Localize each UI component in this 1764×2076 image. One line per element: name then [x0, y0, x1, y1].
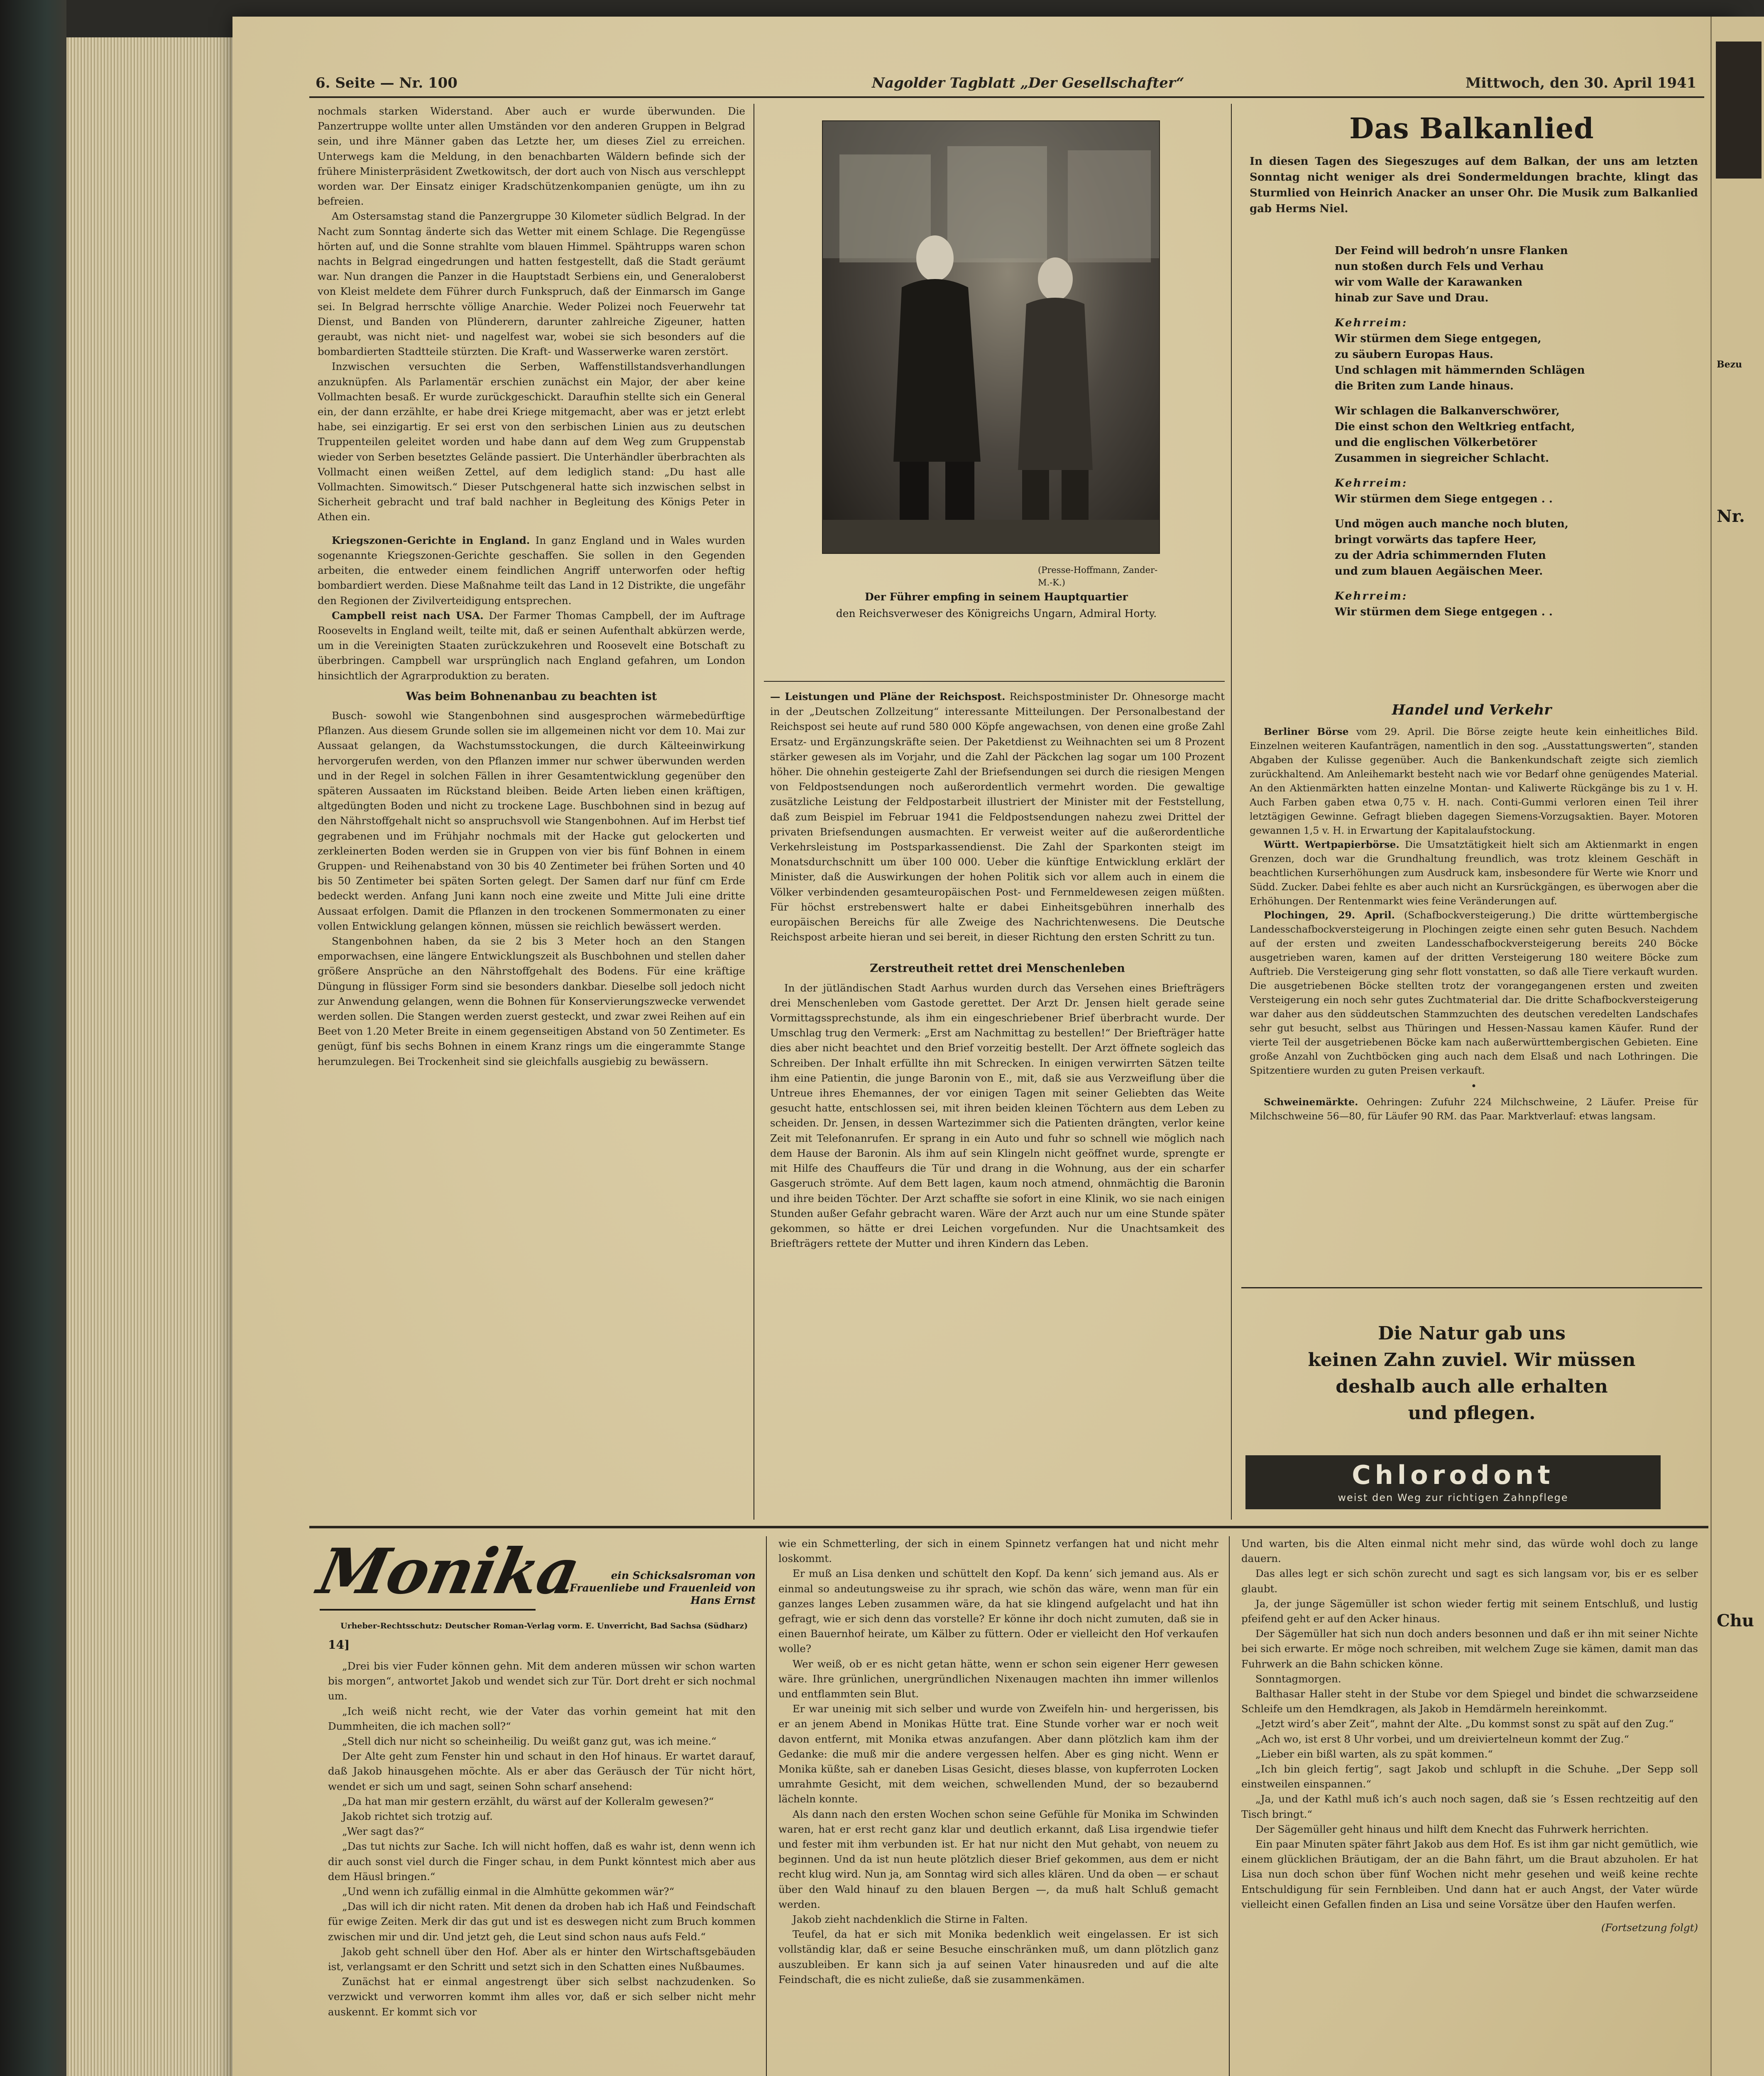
adjacent-fragment-3: Chu	[1717, 1611, 1754, 1630]
brand-name: Chlorodont	[1352, 1460, 1554, 1490]
chlorodont-ad-copy	[1245, 1320, 1698, 1427]
poem-line: Und mögen auch manche noch bluten,	[1335, 518, 1568, 530]
novel-paragraph: Ja, der junge Sägemüller ist schon wieder fertig mit seinem Entschluß, und lustig pfeifend geht er auf den Acker hinaus.	[1241, 1597, 1698, 1625]
novel-paragraph: Der Sägemüller geht hinaus und hilft dem Knecht das Fuhrwerk herrichten.	[1255, 1823, 1649, 1835]
poem-line: bringt vorwärts das tapfere Heer,	[1335, 534, 1536, 546]
page-stack-edge	[66, 37, 241, 2076]
article-paragraph: nochmals starken Widerstand. Aber auch er wurde überwunden. Die Panzertruppe wollte unter allen Umständen vor den anderen Gruppen in Belgrad sein, und ihre Männer gaben das Letzte her, um dieses Ziel zu erreichen. Unterwegs kam die Meldung, in den benachbarten Wäldern befinde sich der frühere Ministerpräsident Zwetkowitsch, der dort auch von Nisch aus verschleppt worden war. Der Einsatz einiger Kradschützenkompanien genügte, um ihn zu befreien.	[318, 105, 745, 208]
novel-title: Monika	[312, 1535, 585, 1608]
novel-copyright: Urheber-Rechtsschutz: Deutscher Roman-Verlag vorm. E. Unverricht, Bad Sachsa (Südharz)	[340, 1621, 748, 1630]
novel-column-2	[778, 1536, 1218, 2076]
poem-line: zu säubern Europas Haus.	[1335, 348, 1493, 361]
poem-line: und die englischen Völkerbetörer	[1335, 436, 1537, 449]
photo-caption-line2: den Reichsverweser des Königreichs Ungarn, Admiral Horty.	[836, 607, 1157, 619]
novel-paragraph: Und warten, bis die Alten einmal nicht mehr sind, das würde wohl doch zu lange dauern.	[1241, 1537, 1698, 1565]
adjacent-page	[1710, 17, 1764, 2076]
news-headline: Plochingen, 29. April.	[1264, 909, 1395, 921]
poem-stanza-1	[1335, 243, 1692, 306]
novel-paragraph: „Drei bis vier Fuder können gehn. Mit dem anderen müssen wir schon warten bis morgen“, antwortet Jakob und wendet sich zur Tür. Dort dreht er sich nochmal um.	[328, 1660, 756, 1702]
news-text: Der Farmer Thomas Campbell, der im Auftrage Roosevelts in England weilt, teilte mit, daß er seinen Aufenthalt abkürzen werde, um in die Vereinigten Staaten zurückzukehren und Roosevelt eine Botschaft zu überbringen. Campbell war ursprünglich nach England gefahren, um London hinsichtlich der Agrarproduktion zu beraten.	[318, 609, 745, 682]
poem-line: zu der Adria schimmernden Fluten	[1335, 549, 1546, 562]
novel-continued: (Fortsetzung folgt)	[1601, 1922, 1698, 1934]
novel-paragraph: Jakob geht schnell über den Hof. Aber als er hinter den Wirtschaftsgebäuden ist, verlangsamt er den Schritt und setzt sich in den Schatten eines Nußbaumes.	[328, 1945, 756, 1973]
news-headline: Kriegszonen-Gerichte in England.	[332, 534, 530, 546]
novel-paragraph: wie ein Schmetterling, der sich in einem Spinnetz verfangen hat und nicht mehr loskommt.	[778, 1537, 1218, 1565]
novel-paragraph: „Das will ich dir nicht raten. Mit denen da droben hab ich Haß und Feindschaft für ewige Zeiten. Merk dir das gut und ist es deswegen nicht zum Bruch kommen zwischen mir und dir. Und jetzt geh, die Leut sind schon naus aufs Feld.“	[328, 1900, 756, 1943]
poem-stanza-2	[1335, 403, 1692, 466]
novel-paragraph: „Jetzt wird’s aber Zeit“, mahnt der Alte. „Du kommst sonst zu spät auf den Zug.“	[1255, 1718, 1674, 1730]
novel-paragraph: „Da hat man mir gestern erzählt, du wärst auf der Kolleralm gewesen?“	[342, 1795, 714, 1807]
novel-paragraph: „Das tut nichts zur Sache. Ich will nicht hoffen, daß es wahr ist, denn wenn ich dir auch sonst viel durch die Finger schau, in dem Punkt könntest mich aber aus dem Häusl bringen.“	[328, 1840, 756, 1883]
column-divider	[766, 1536, 767, 2076]
column-left	[318, 104, 745, 1515]
novel-paragraph: „Wer sagt das?“	[342, 1825, 425, 1838]
news-text: In ganz England und in Wales wurden sogenannte Kriegszonen-Gerichte geschaffen. Sie sollen in den Gegenden arbeiten, die entweder einem feindlichen Angriff unterworfen oder heftig bombardiert werden. Diese Maßnahme teilt das Land in 12 Distrikte, die ungefähr den Regionen der Zivilverteidigung entsprechen.	[318, 534, 745, 607]
novel-paragraph: Er muß an Lisa denken und schüttelt den Kopf. Da kenn’ sich jemand aus. Als er einmal so andeutungsweise zu ihr sprach, wie schön das wäre, wenn man für ein ganzes langes Leben zusammen wäre, da hat sie klingend aufgelacht und hat ihn gefragt, wie er sich denn das vorstelle? Er könne ihr doch nicht zumuten, daß sie in einen Bauernhof heirate, um Kälber zu füttern. Oder er vielleicht den Hof verkaufen wolle?	[778, 1567, 1218, 1655]
article-paragraph: Stangenbohnen haben, da sie 2 bis 3 Meter hoch an den Stangen emporwachsen, eine längere Entwicklungszeit als Buschbohnen und stellen daher größere Ansprüche an den Nährstoffgehalt des Bodens. Für eine kräftige Düngung in flüssiger Form sind sie besonders dankbar. Dieselbe soll jedoch nicht zur Anwendung gelangen, wenn die Bohnen für Konservierungszwecke verwendet werden sollen. Die Stangen werden zuerst gesteckt, und zwar zwei Reihen auf ein Beet von 1.20 Meter Breite in einem gegenseitigen Abstand von 50 Zentimeter. Es genügt, fünf bis sechs Bohnen in einem Kranz rings um die eingerammte Stange herumzulegen. Bei Trockenheit sind sie gleichfalls ausgiebig zu bewässern.	[318, 935, 745, 1067]
header-rule	[309, 96, 1704, 98]
news-headline: Campbell reist nach USA.	[332, 609, 484, 622]
novel-separator	[309, 1526, 1708, 1528]
header-masthead: Nagolder Tagblatt „Der Gesellschafter“	[872, 75, 1184, 91]
novel-paragraph: „Ich bin gleich fertig“, sagt Jakob und schlupft in die Schuhe. „Der Sepp soll einstweilen einspannen.“	[1241, 1763, 1698, 1790]
novel-paragraph: Ein paar Minuten später fährt Jakob aus dem Hof. Es ist ihm gar nicht gemütlich, wie einem glücklichen Bräutigam, der an die Bahn fährt, um die Braut abzuholen. Er hat Lisa nun doch schon über fünf Wochen nicht mehr gesehen und weiß keine rechte Entschuldigung für sein Fernbleiben. Und dann hat er auch Angst, der Vater würde vielleicht einen Gefallen finden an Lisa und seine Vorsätze über den Haufen werfen.	[1241, 1838, 1698, 1910]
novel-paragraph: Jakob richtet sich trotzig auf.	[342, 1810, 493, 1823]
article-paragraph: Busch- sowohl wie Stangenbohnen sind ausgesprochen wärmebedürftige Pflanzen. Aus diesem Grunde sollen sie im allgemeinen nicht vor dem 10. Mai zur Aussaat gelangen, da Wachstumsstockungen, die durch Kälteeinwirkung hervorgerufen werden, von den Pflanzen immer nur schwer überwunden werden und in der Regel in solchen Fällen in ihrer Gesamtentwicklung gegenüber den späteren Aussaaten im Rückstand bleiben. Beide Arten lieben einen kräftigen, altgedüngten Boden und nicht zu trockene Lage. Buschbohnen sind in bezug auf den Nährstoffgehalt nicht so anspruchsvoll wie Stangenbohnen. Auf im Herbst tief gegrabenen und im Frühjahr nochmals mit der Hacke gut gelockerten und zerkleinerten Boden werden sie in Gruppen von vier bis fünf Bohnen in einem Gruppen- und Reihenabstand von 30 bis 40 Zentimeter bei frühen Sorten und 40 bis 50 Zentimeter bei späten Sorten gelegt. Der Samen darf nur fünf cm Erde bedeckt werden. Anfang Juni kann noch eine zweite und Mitte Juli eine dritte Aussaat erfolgen. Damit die Pflanzen in den trockenen Sommermonaten zu einer vollen Entwicklung gelangen können, müssen sie reichlich bewässert werden.	[318, 709, 745, 932]
news-headline: — Leistungen und Pläne der Reichspost.	[770, 690, 1006, 703]
novel-paragraph: „Ja, und der Kathl muß ich’s auch noch sagen, daß sie ’s Essen rechtzeitig auf den Tisch bringt.“	[1241, 1793, 1698, 1820]
novel-paragraph: Das alles legt er sich schön zurecht und sagt es sich langsam vor, bis er es selber glaubt.	[1241, 1567, 1698, 1595]
adjacent-fragment-2: Nr.	[1717, 507, 1745, 526]
poem-line: Wir stürmen dem Siege entgegen,	[1335, 333, 1541, 345]
poem-line: Zusammen in siegreicher Schlacht.	[1335, 452, 1549, 465]
article-paragraph: Am Ostersamstag stand die Panzergruppe 30 Kilometer südlich Belgrad. In der Nacht zum Sonntag änderte sich das Wetter mit einem Schlage. Die Regengüsse hörten auf, und die Sonne strahlte vom blauen Himmel. Spähtrupps waren schon nachts in Belgrad eingedrungen und hatten festgestellt, daß die Stadt geräumt war. Nun drangen die Panzer in die Hauptstadt Serbiens ein, und Generaloberst von Kleist meldete dem Führer durch Funkspruch, daß der Einmarsch im Gange sei. In Belgrad herrschte völlige Anarchie. Weder Polizei noch Feuerwehr tat Dienst, und Banden von Plünderern, darunter zahlreiche Zigeuner, hatten geraubt, was nicht niet- und nagelfest war, wobei sie sich besonders auf die bombardierten Stadtteile stürzten. Die Kraft- und Wasserwerke waren zerstört.	[318, 210, 745, 358]
news-headline: Württ. Wertpapierbörse.	[1264, 839, 1399, 850]
balkanlied-intro: In diesen Tagen des Siegeszuges auf dem Balkan, der uns am letzten Sonntag nicht weniger als drei Sondermeldungen brachte, klingt das Sturmlied von Heinrich Anacker an unser Ohr. Die Musik zum Balkanlied gab Herms Niel.	[1250, 155, 1698, 215]
novel-paragraph: „Stell dich nur nicht so scheinheilig. Du weißt ganz gut, was ich meine.“	[342, 1735, 717, 1748]
column-divider	[1231, 104, 1232, 1520]
novel-column-3	[1241, 1536, 1698, 2076]
novel-paragraph: „Und wenn ich zufällig einmal in die Almhütte gekommen wär?“	[342, 1885, 675, 1898]
photo-credit: (Presse-Hoffmann, Zander-M.-K.)	[1038, 565, 1158, 588]
news-text: Die Umsatztätigkeit hielt sich am Aktienmarkt in engen Grenzen, doch war die Grundhaltung freundlich, was trotz kleinem Geschäft in beachtlichen Kurserhöhungen zum Ausdruck kam, insbesondere für Werte wie Knorr und Südd. Zucker. Dabei fehlte es aber auch nicht an Kursrückgängen, es überwogen aber die Erhöhungen. Der Rentenmarkt wies feine Veränderungen auf.	[1250, 839, 1698, 907]
news-text: vom 29. April. Die Börse zeigte heute kein einheitliches Bild. Einzelnen weiteren Kaufanträgen, namentlich in den sog. „Ausstattungswerten“, standen Abgaben der Kulisse gegenüber. Auch die Bankenkundschaft zeigte sich ziemlich zurückhaltend. Am Anleihemarkt besteht nach wie vor Bedarf ohne genügendes Material. An den Aktienmärkten hatten einzelne Montan- und Kaliwerte Rückgänge bis zu 1 v. H. Auch Farben gaben etwa 0,75 v. H. nach. Conti-Gummi verloren einen Teil ihrer letztägigen Gewinne. Gefragt blieben dagegen Siemens-Vorzugsaktien. Bayer. Motoren gewannen 1,5 v. H. in Erwartung der Kapitalaufstockung.	[1250, 726, 1698, 836]
novel-paragraph: Balthasar Haller steht in der Stube vor dem Spiegel und bindet die schwarzseidene Schleife um den Hemdkragen, als Jakob in Hemdärmeln hereinkommt.	[1241, 1688, 1698, 1715]
novel-paragraph: „Lieber ein bißl warten, als zu spät kommen.“	[1255, 1748, 1493, 1760]
refrain-label: Kehrreim:	[1335, 317, 1408, 329]
novel-paragraph: Zunächst hat er einmal angestrengt über sich selbst nachzudenken. So verzwickt und verworren kommt ihm alles vor, daß er sich selber nicht mehr auskennt. Er kommt sich vor	[328, 1976, 756, 2018]
header-date: Mittwoch, den 30. April 1941	[1466, 75, 1697, 91]
news-text: (Schafbockversteigerung.) Die dritte württembergische Landesschafbockversteigerung in Plochingen zeigte einen sehr guten Besuch. Nachdem auf der ersten und zweiten Landesschafbockversteigerung bereits 240 Böcke ausgetrieben waren, kamen auf der dritten Versteigerung 180 weitere Böcke zum Auftrieb. Die Versteigerung ging sehr flott vonstatten, so daß alle Tiere verkauft wurden. Die ausgetriebenen Böcke stellten trotz der vorangegangenen ersten und zweiten Versteigerung ein noch sehr gutes Zuchtmaterial dar. Die dritte Schafbockversteigerung war daher aus den süddeutschen Stammzuchten des deutschen veredelten Landschafes sehr gut besucht, selbst aus Thüringen und Hessen-Nassau kamen Käufer. Rund der vierte Teil der ausgetriebenen Böcke kam nach außerwürttembergischen Gebieten. Eine große Anzahl von Zuchtböcken ging auch nach dem Elsaß und nach Lothringen. Die Spitzentiere wurden zu guten Preisen verkauft.	[1250, 909, 1698, 1076]
photo-caption-line1: Der Führer empfing in seinem Hauptquartier	[865, 591, 1128, 603]
novel-paragraph: Der Sägemüller hat sich nun doch anders besonnen und daß er ihn mit seiner Nichte bei sich erwarte. Er möge noch schreiben, mit welchem Zuge sie kämen, damit man das Fuhrwerk an die Bahn schicken könne.	[1241, 1628, 1698, 1670]
poem-line: Wir schlagen die Balkanverschwörer,	[1335, 405, 1560, 417]
book-binding	[0, 0, 66, 2076]
refrain-label: Kehrreim:	[1335, 590, 1408, 602]
poem-stanza-3	[1335, 516, 1692, 579]
poem-refrain	[1335, 331, 1692, 394]
section-title: Zerstreutheit rettet drei Menschenleben	[870, 962, 1125, 975]
adjacent-fragment-1: Bezu	[1717, 359, 1742, 370]
news-text: Oehringen: Zufuhr 224 Milchschweine, 2 Läufer. Preise für Milchschweine 56—80, für Läufer 90 RM. das Paar. Marktverlauf: etwas langsam.	[1250, 1096, 1698, 1122]
novel-paragraph: „Ich weiß nicht recht, wie der Vater das vorhin gemeint hat mit den Dummheiten, die ich machen soll?“	[328, 1705, 756, 1732]
poem-refrain-short: Wir stürmen dem Siege entgegen . .	[1335, 493, 1553, 505]
monika-logo	[312, 1535, 585, 1611]
novel-paragraph: Wer weiß, ob er es nicht getan hätte, wenn er schon sein eigener Herr gewesen wäre. Ihre grünlichen, unergründlichen Nixenaugen machten ihn immer willenlos und entflammten sein Blut.	[778, 1657, 1218, 1700]
poem-line: Die einst schon den Weltkrieg entfacht,	[1335, 421, 1575, 433]
photo-hitler-horthy	[822, 120, 1160, 554]
news-text: Reichspostminister Dr. Ohnesorge macht in der „Deutschen Zollzeitung“ interessante Mitteilungen. Der Personalbestand der Reichspost sei heute auf rund 580 000 Köpfe angewachsen, von denen eine große Zahl Ersatz- und Ergänzungskräfte seien. Der Paketdienst zu Weihnachten sei um 8 Prozent stärker gewesen als im Vorjahr, und die Zahl der Päckchen lag sogar um 100 Prozent höher. Die ohnehin gesteigerte Zahl der Briefsendungen sei durch die riesigen Mengen von Feldpostsendungen noch außerordentlich vermehrt worden. Die gewaltige zusätzliche Leistung der Feldpostarbeit illustriert der Minister mit der Feststellung, daß zum Beispiel im Februar 1941 die Feldpostsendungen nahezu zwei Drittel der privaten Briefsendungen ausmachten. Er verweist weiter auf die außerordentliche Verkehrsleistung im Postsparkassendienst. Die Zahl der Sparkonten steigt im Monatsdurchschnitt um über 100 000. Ueber die künftige Entwicklung erklärt der Minister, daß die Auswirkungen der hohen Politik sich vor allem auch in einem die Völker verbindenden gesamteuropäischen Post- und Fernmeldewesen zeigen müßten. Für höchst erstrebenswert halte er dabei Einheitsgebühren innerhalb des europäischen Bereichs für alle Zweige des Nachrichtenwesens. Die Deutsche Reichspost arbeite hieran und sei bereit, in dieser Richtung den ersten Schritt zu tun.	[770, 690, 1225, 943]
adjacent-masthead	[1716, 42, 1762, 179]
handel-title: Handel und Verkehr	[1392, 702, 1552, 718]
news-headline: Berliner Börse	[1264, 726, 1349, 737]
article-paragraph: In der jütländischen Stadt Aarhus wurden durch das Versehen eines Briefträgers drei Menschenleben vom Gastode gerettet. Der Arzt Dr. Jensen hielt gerade seine Vormittagssprechstunde, als ihm ein eingeschriebener Brief überbracht wurde. Der Umschlag trug den Vermerk: „Erst am Nachmittag zu bestellen!“ Der Briefträger hatte dies aber nicht beachtet und den Brief vorzeitig bestellt. Der Arzt öffnete sogleich das Schreiben. Der Inhalt erfüllte ihn mit Schrecken. In einigen verwirrten Sätzen teilte ihm eine Patientin, die junge Baronin von E., mit, daß sie aus Verzweiflung über die Untreue ihres Ehemannes, der vor einigen Tagen mit seiner Geliebten das Weite gesucht hatte, entschlossen sei, mit ihren beiden kleinen Töchtern aus dem Leben zu scheiden. Dr. Jensen, in dessen Wartezimmer sich die Patienten drängten, verlor keine Zeit mit Telefonanrufen. Er sprang in ein Auto und fuhr so schnell wie möglich nach dem Hause der Baronin. Als ihm auf sein Klingeln nicht geöffnet wurde, sprengte er mit Hilfe des Chauffeurs die Tür und drang in die Wohnung, aus der ein scharfer Gasgeruch strömte. Auf dem Bett lagen, kaum noch atmend, ohnmächtig die Baronin und ihre beiden Töchter. Der Arzt schaffte sie sofort in eine Klinik, wo sie nach einigen Stunden außer Gefahr gebracht waren. Wäre der Arzt auch nur um eine Stunde später gekommen, so hätte er drei Leichen vorgefunden. Nur die Unachtsamkeit des Briefträgers rettete der Mutter und ihren Kindern das Leben.	[770, 982, 1225, 1250]
novel-column-1	[328, 1659, 756, 2076]
photo-figures	[823, 121, 1159, 553]
novel-paragraph: Er war uneinig mit sich selber und wurde von Zweifeln hin- und hergerissen, bis er an jenem Abend in Monikas Hütte trat. Eine Stunde vorher war er noch weit davon entfernt, mit Monika etwas anzufangen. Aber dann plötzlich kam ihm der Gedanke: die muß mir die andere vergessen helfen. Aber es ging nicht. Wenn er Monika küßte, sah er daneben Lisas Gesicht, dieses blasse, von kupferroten Locken umrahmte Gesicht, mit dem weichen, schwellenden Mund, der so bezaubernd lächeln konnte.	[778, 1703, 1218, 1805]
novel-paragraph: Teufel, da hat er sich mit Monika bedenklich weit eingelassen. Er ist sich vollständig klar, daß er seine Besuche einschränken muß, um dann plötzlich ganz auszubleiben. Er kann sich ja auf seinen Vater hinausreden und auf die alte Feindschaft, die es nicht zuließe, daß sie zusammenkämen.	[778, 1928, 1218, 1985]
header-page-number: 6. Seite — Nr. 100	[316, 75, 458, 91]
balkanlied-title: Das Balkanlied	[1349, 112, 1594, 145]
handel-column: Berliner Börse vom 29. April. Die Börse zeigte heute kein einheitliches Bild. Einzelnen weiteren Kaufanträgen, namentlich in den sog. „Ausstattungswerten“, standen Abgaben der Kulisse gegenüber. Auch die Bankenkundschaft zeigte sich ziemlich zurückhaltend. Am Anleihemarkt besteht nach wie vor Bedarf ohne genügendes Material. An den Aktienmärkten hatten einzelne Montan- und Kaliwerte Rückgänge bis zu 1 v. H. Auch Farben gaben etwa 0,75 v. H. nach. Conti-Gummi verloren einen Teil ihrer letztägigen Gewinne. Gefragt blieben dagegen Siemens-Vorzugsaktien. Bayer. Motoren gewannen 1,5 v. H. in Erwartung der Kapitalaufstockung. Württ. Wertpapierbörse. Die Umsatztätigkeit hielt sich am Aktienmarkt in engen Grenzen, doch war die Grundhaltung freundlich, was trotz kleinem Geschäft in beachtlichen Kurserhöhungen zum Ausdruck kam, insbesondere für Werte wie Knorr und Südd. Zucker. Dabei fehlte es aber auch nicht an Kursrückgängen, es überwogen aber die Erhöhungen. Der Rentenmarkt wies feine Veränderungen auf. Plochingen, 29. April. (Schafbockversteigerung.) Die dritte württembergische Landesschafbockversteigerung in Plochingen zeigte einen sehr guten Besuch. Nachdem auf der ersten und zweiten Landesschafbockversteigerung bereits 240 Böcke ausgetrieben waren, kamen auf der dritten Versteigerung 180 weitere Böcke zum Auftrieb. Die Versteigerung ging sehr flott vonstatten, so daß alle Tiere verkauft wurden. Die ausgetriebenen Böcke stellten trotz der vorangegangenen ersten und zweiten Versteigerung ein noch sehr gutes Zuchtmaterial dar. Die dritte Schafbockversteigerung war daher aus den süddeutschen Stammzuchten des deutschen veredelten Landschafes sehr gut besucht, selbst aus Thüringen und Hessen-Nassau kamen Käufer. Rund der vierte Teil der ausgetriebenen Böcke kam nach außerwürttembergischen Gebieten. Eine große Anzahl von Zuchtböcken ging auch nach dem Elsaß und nach Lothringen. Die Spitzentiere wurden zu guten Preisen verkauft. • Schweinemärkte. Oehringen: Zufuhr 224 Milchschweine, 2 Läufer. Preise für Milchschweine 56—80, für Läufer 90 RM. das Paar. Marktverlauf: etwas langsam.	[1250, 726, 1698, 1122]
novel-paragraph: Der Alte geht zum Fenster hin und schaut in den Hof hinaus. Er wartet darauf, daß Jakob hinausgehen möchte. Als er aber das Geräusch der Tür nicht hört, wendet er sich um und sagt, seinen Sohn scharf ansehend:	[328, 1750, 756, 1792]
poem-line: Der Feind will bedroh’n unsre Flanken	[1335, 245, 1568, 257]
ad-line: keinen Zahn zuviel. Wir müssen	[1308, 1349, 1636, 1371]
ad-line: und pflegen.	[1408, 1403, 1536, 1424]
balkanlied-poem	[1335, 243, 1692, 620]
poem-line: Und schlagen mit hämmernden Schlägen	[1335, 364, 1585, 377]
chlorodont-logo-banner	[1245, 1455, 1661, 1509]
novel-paragraph: Als dann nach den ersten Wochen schon seine Gefühle für Monika im Schwinden waren, hat er erst recht ganz klar und deutlich erkannt, daß Lisa irgendwie tiefer und fester mit ihm verbunden ist. Er hat nur nicht den Mut gehabt, von neuem zu beginnen. Und da ist nun heute plötzlich dieser Brief gekommen, aus dem er nicht recht klug wird. Nun ja, am Sonntag wird sich alles klären. Und da oben — er schaut über den Wald hinauf zu den blauen Bergen —, da muß halt Schluß gemacht werden.	[778, 1808, 1218, 1910]
poem-line: und zum blauen Aegäischen Meer.	[1335, 565, 1543, 578]
novel-paragraph: Sonntagmorgen.	[1255, 1672, 1341, 1685]
news-headline: Schweinemärkte.	[1264, 1096, 1358, 1108]
article-paragraph: Inzwischen versuchten die Serben, Waffenstillstandsverhandlungen anzuknüpfen. Als Parlamentär erschien zunächst ein Major, der aber keine Vollmachten besaß. Er wurde zurückgeschickt. Daraufhin stellte sich ein General ein, der dann erzählte, er habe drei Kriege mitgemacht, aber was er jetzt erlebt habe, sei einzigartig. Er sei erst von den serbischen Linien aus zu deutschen Truppenteilen geleitet worden und habe dann auf dem Weg zum Gruppenstab wieder von Serben besetztes Gelände passiert. Die Unterhändler überbrachten als Vollmacht einen weißen Zettel, auf dem lediglich stand: „Du hast alle Vollmachten. Simowitsch.“ Dieser Putschgeneral hatte sich inzwischen selbst in Sicherheit gebracht und traf bald nachher in Begleitung des Königs Peter in Athen ein.	[318, 360, 745, 523]
novel-paragraph: „Ach wo, ist erst 8 Uhr vorbei, und um dreiviertelneun kommt der Zug.“	[1255, 1733, 1629, 1745]
refrain-label: Kehrreim:	[1335, 477, 1408, 490]
ad-rule	[1241, 1287, 1702, 1288]
ad-line: Die Natur gab uns	[1378, 1323, 1566, 1344]
novel-chapter-number: 14]	[328, 1638, 350, 1652]
poem-refrain-short: Wir stürmen dem Siege entgegen . .	[1335, 606, 1553, 618]
poem-line: die Briten zum Lande hinaus.	[1335, 380, 1514, 392]
novel-subtitle: ein Schicksalsroman von Frauenliebe und Frauenleid von Hans Ernst	[570, 1569, 756, 1606]
column-divider	[1229, 1536, 1230, 2076]
section-title: Was beim Bohnenanbau zu beachten ist	[406, 690, 657, 703]
brand-slogan: weist den Weg zur richtigen Zahnpflege	[1338, 1492, 1568, 1503]
poem-line: hinab zur Save und Drau.	[1335, 292, 1489, 304]
ad-line: deshalb auch alle erhalten	[1336, 1376, 1608, 1397]
column-middle	[770, 689, 1225, 1520]
poem-line: nun stoßen durch Fels und Verhau	[1335, 260, 1544, 273]
photo-rule	[764, 681, 1225, 682]
novel-paragraph: Jakob zieht nachdenklich die Stirne in Falten.	[793, 1913, 1028, 1926]
poem-line: wir vom Walle der Karawanken	[1335, 276, 1523, 289]
